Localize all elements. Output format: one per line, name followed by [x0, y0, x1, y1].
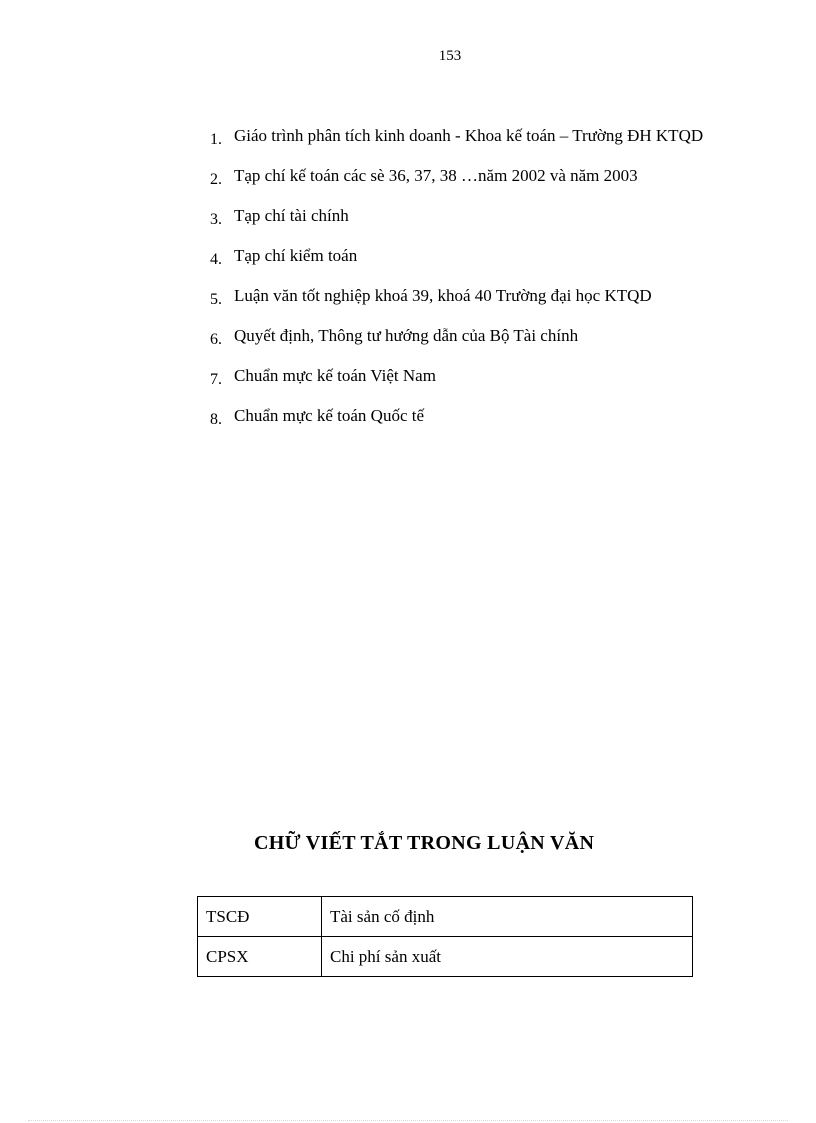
reference-text: Giáo trình phân tích kinh doanh - Khoa kế toán – Trường ĐH KTQD [234, 126, 704, 145]
reference-number: 7. [210, 371, 222, 388]
reference-text: Luận văn tốt nghiệp khoá 39, khoá 40 Trường đại học KTQD [234, 286, 652, 305]
abbreviations-table [197, 896, 693, 977]
abbreviation-meaning: Tài sản cố định [322, 897, 693, 937]
reference-text: Tạp chí kiểm toán [234, 246, 358, 265]
reference-number: 6. [210, 331, 222, 348]
reference-item [208, 400, 708, 432]
page-number: 153 [438, 48, 462, 64]
reference-number: 5. [210, 291, 222, 308]
reference-item [208, 320, 708, 352]
reference-item [208, 240, 708, 272]
reference-item [208, 360, 708, 392]
reference-item [208, 200, 708, 232]
reference-text: Quyết định, Thông tư hướng dẫn của Bộ Tài chính [234, 326, 579, 345]
reference-number: 2. [210, 171, 222, 188]
reference-text: Tạp chí kế toán các sè 36, 37, 38 …năm 2002 và năm 2003 [234, 166, 638, 185]
reference-text: Chuẩn mực kế toán Việt Nam [234, 366, 436, 385]
abbreviation-code: TSCĐ [198, 897, 322, 937]
reference-text: Tạp chí tài chính [234, 206, 349, 225]
reference-number: 3. [210, 211, 222, 228]
abbreviations-title: CHỮ VIẾT TẮT TRONG LUẬN VĂN [254, 832, 595, 854]
abbreviation-code: CPSX [198, 937, 322, 977]
reference-item [208, 120, 708, 152]
reference-item [208, 280, 708, 312]
reference-number: 1. [210, 131, 222, 148]
reference-list [208, 120, 708, 440]
reference-item [208, 160, 708, 192]
table-row [198, 897, 693, 937]
page-bottom-divider [28, 1120, 788, 1121]
reference-number: 8. [210, 411, 222, 428]
table-row [198, 937, 693, 977]
abbreviation-meaning: Chi phí sản xuất [322, 937, 693, 977]
reference-text: Chuẩn mực kế toán Quốc tế [234, 406, 425, 425]
reference-number: 4. [210, 251, 222, 268]
